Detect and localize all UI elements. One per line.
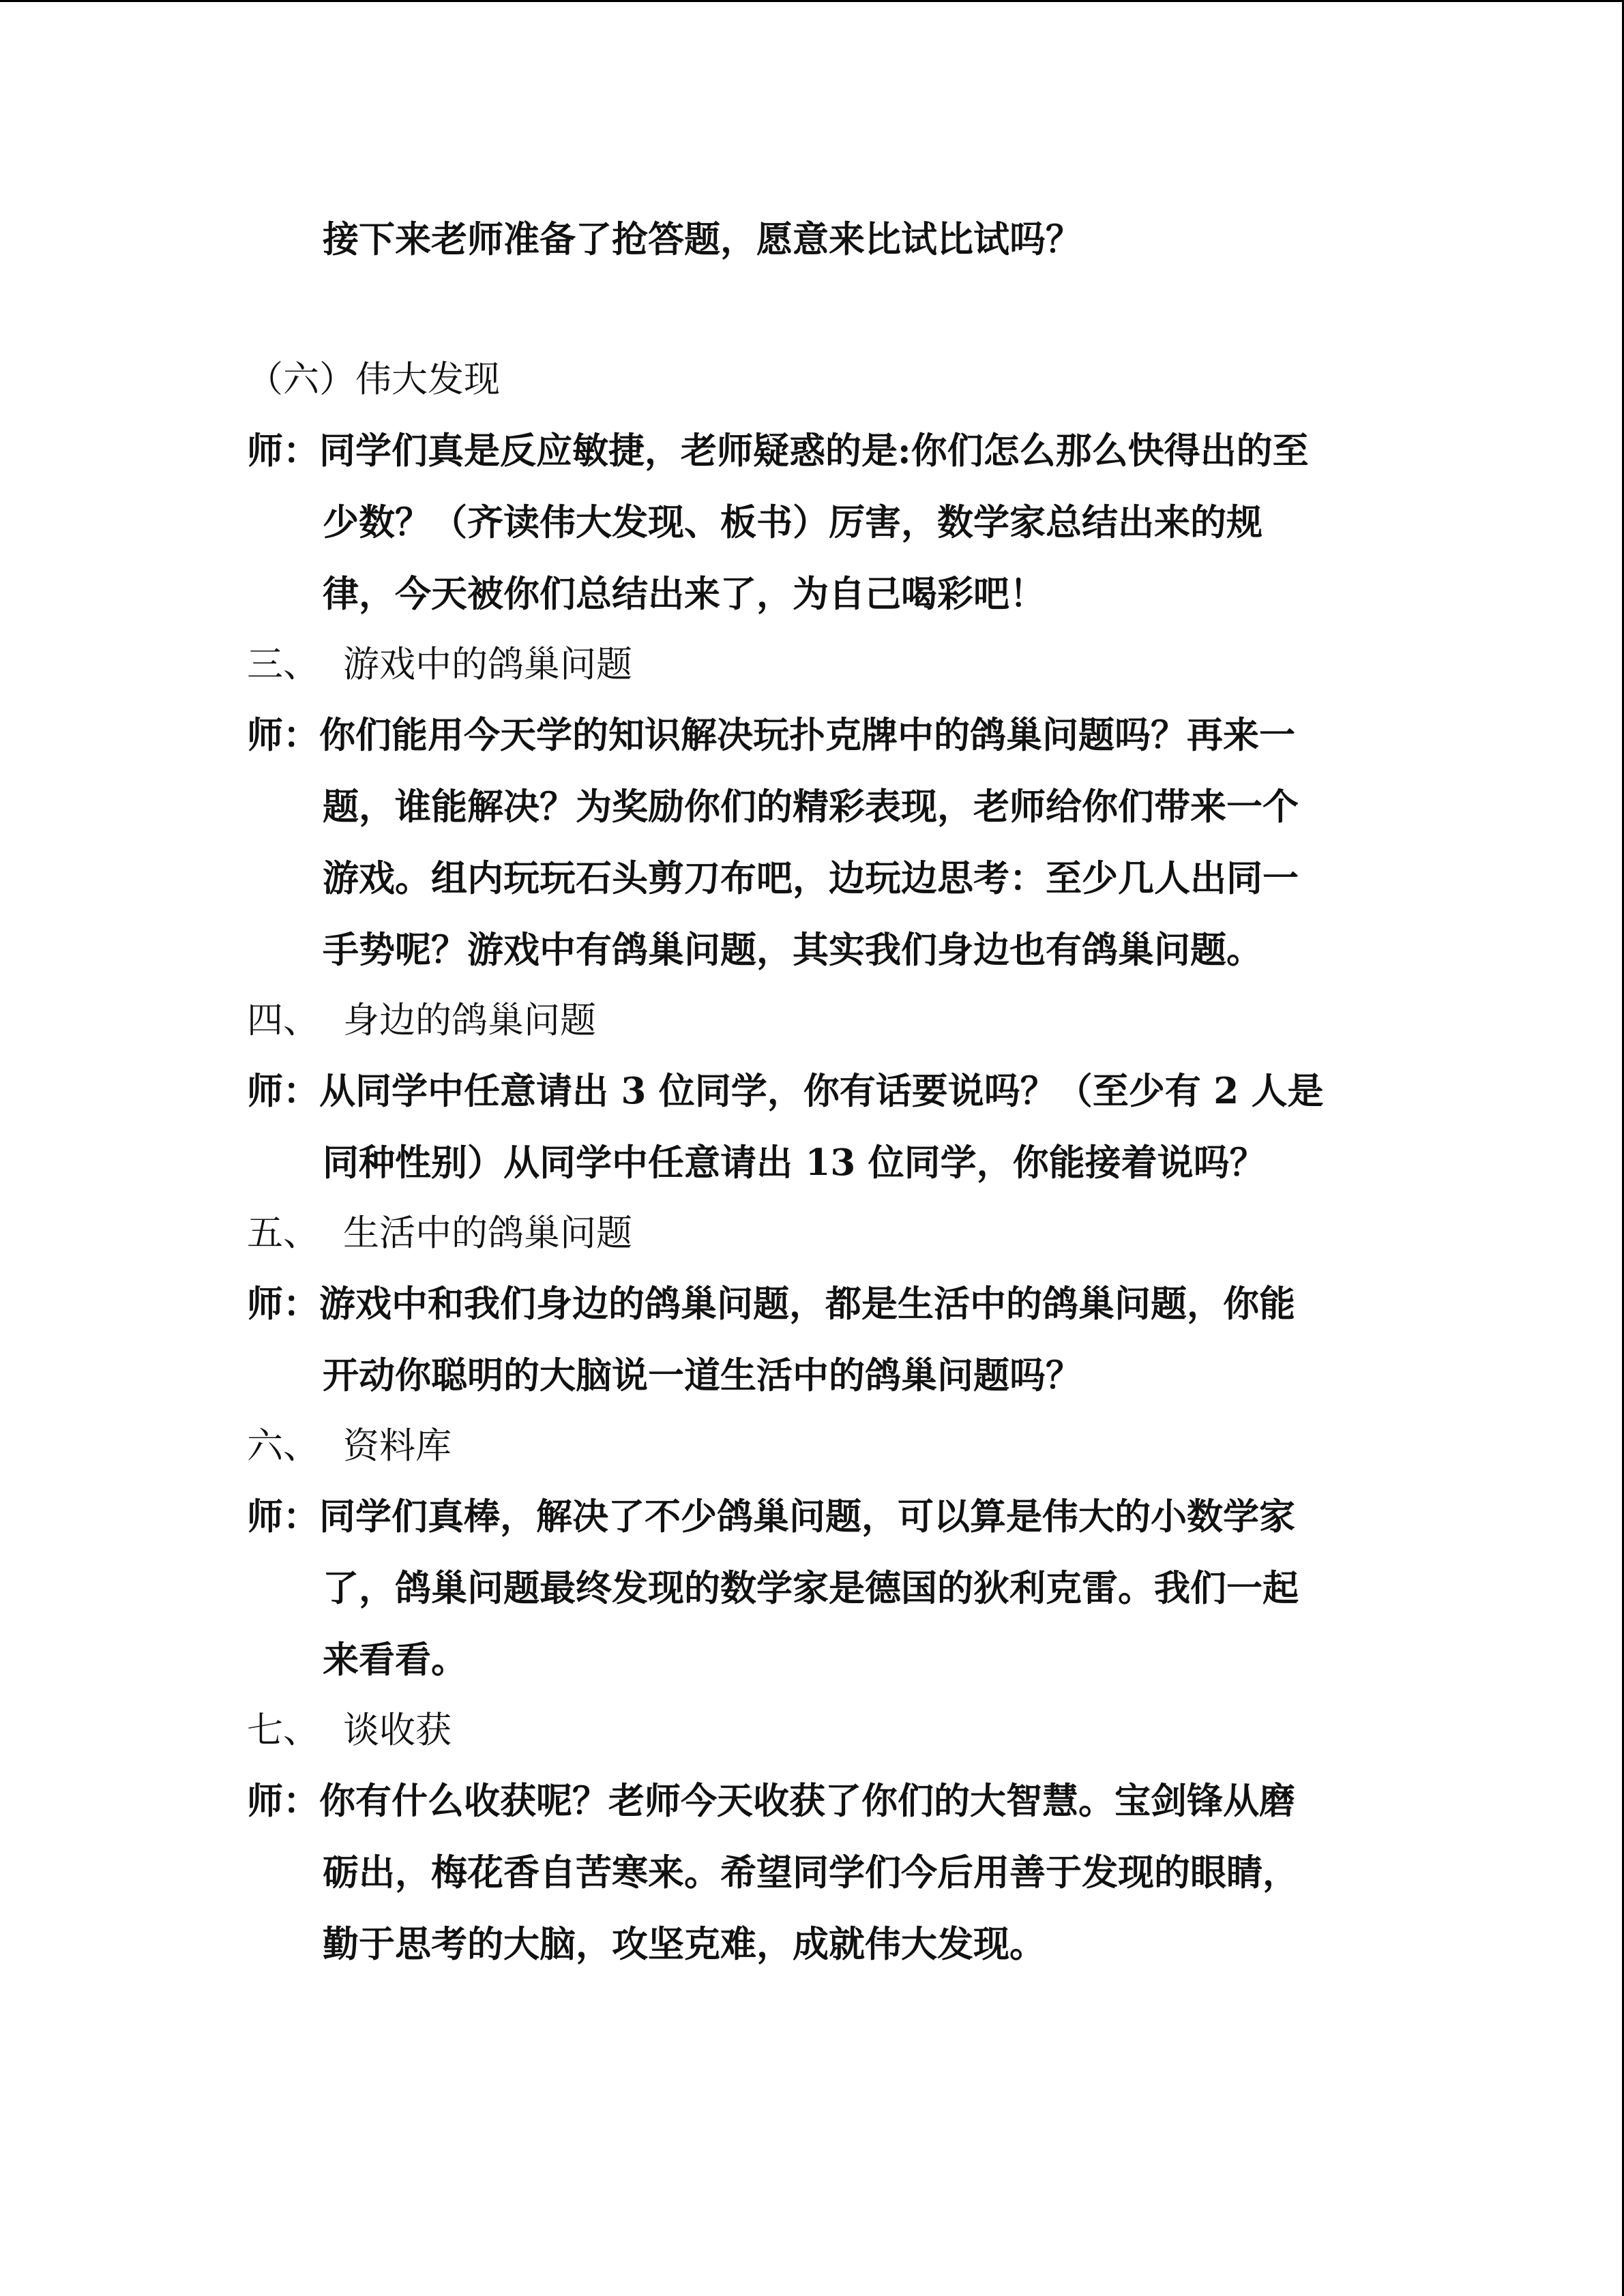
paragraph-line: 师：你们能用今天学的知识解决玩扑克牌中的鸽巢问题吗？再来一	[247, 714, 1295, 756]
intro-line: 接下来老师准备了抢答题，愿意来比试比试吗？	[323, 218, 1082, 260]
heading-6-text: 资料库	[343, 1425, 452, 1467]
heading-4-text: 身边的鸽巢问题	[343, 1000, 596, 1041]
paragraph-line: 勤于思考的大脑，攻坚克难，成就伟大发现。	[323, 1923, 1046, 1965]
heading-5-number: 五、	[247, 1212, 319, 1254]
paragraph-line: 少数？（齐读伟大发现、板书）厉害，数学家总结出来的规	[323, 501, 1263, 543]
paragraph-line: 游戏。组内玩玩石头剪刀布吧，边玩边思考：至少几人出同一	[323, 857, 1299, 899]
heading-7-text: 谈收获	[343, 1710, 452, 1751]
heading-4-number: 四、	[247, 1000, 319, 1041]
paragraph-line: 了，鸽巢问题最终发现的数学家是德国的狄利克雷。我们一起	[323, 1567, 1299, 1609]
paragraph-line: 手势呢？游戏中有鸽巢问题，其实我们身边也有鸽巢问题。	[323, 929, 1263, 971]
heading-7-number: 七、	[247, 1710, 319, 1751]
heading-3-text: 游戏中的鸽巢问题	[343, 644, 632, 685]
paragraph-line: 律，今天被你们总结出来了，为自己喝彩吧！	[323, 573, 1046, 615]
heading-5-text: 生活中的鸽巢问题	[343, 1212, 632, 1254]
paragraph-line: 师：同学们真是反应敏捷，老师疑惑的是:你们怎么那么快得出的至	[247, 430, 1309, 472]
sub-heading-great-discovery: （六）伟大发现	[247, 359, 500, 400]
paragraph-line: 师：同学们真棒，解决了不少鸽巢问题，可以算是伟大的小数学家	[247, 1495, 1295, 1538]
paragraph-line: 师：你有什么收获呢？老师今天收获了你们的大智慧。宝剑锋从磨	[247, 1780, 1295, 1822]
paragraph-line: 来看看。	[323, 1639, 467, 1681]
paragraph-line: 师：从同学中任意请出 3 位同学，你有话要说吗？（至少有 2 人是	[247, 1070, 1324, 1112]
paragraph-line: 开动你聪明的大脑说一道生活中的鸽巢问题吗？	[323, 1354, 1082, 1397]
paragraph-line: 同种性别）从同学中任意请出 13 位同学，你能接着说吗？	[323, 1142, 1266, 1184]
paragraph-line: 师：游戏中和我们身边的鸽巢问题，都是生活中的鸽巢问题，你能	[247, 1283, 1295, 1325]
paragraph-line: 题，谁能解决？为奖励你们的精彩表现，老师给你们带来一个	[323, 786, 1299, 828]
paragraph-line: 砺出，梅花香自苦寒来。希望同学们今后用善于发现的眼睛，	[323, 1851, 1299, 1894]
heading-3-number: 三、	[247, 644, 319, 685]
heading-6-number: 六、	[247, 1425, 319, 1467]
